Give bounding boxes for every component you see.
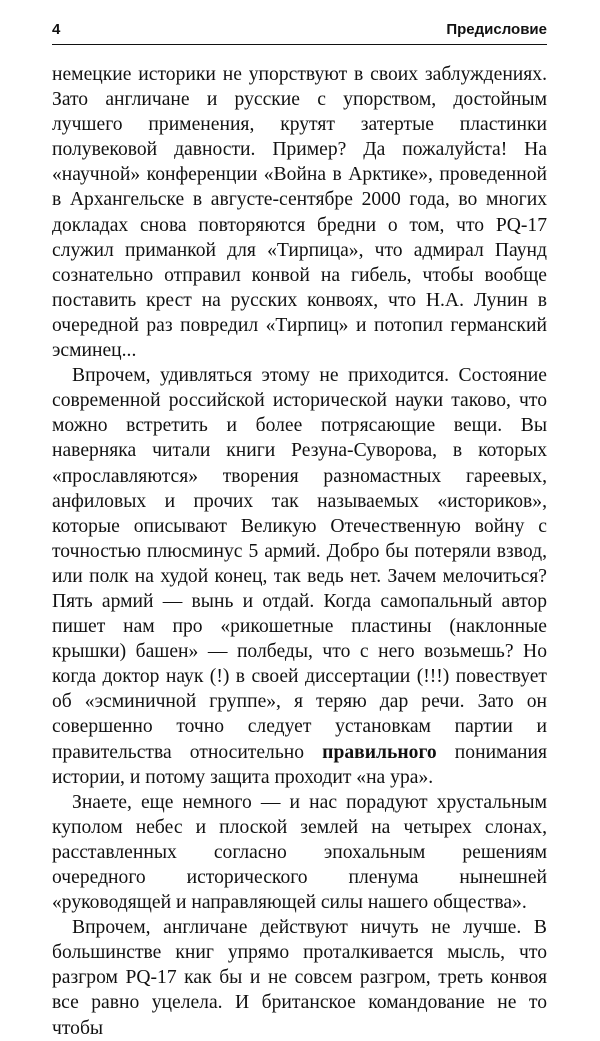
paragraph-text: понимания истории, и потому защита проходит «на ура». xyxy=(52,741,547,788)
page-number: 4 xyxy=(52,21,61,38)
paragraph-continued: немецкие историки не упорствуют в своих заблуждениях. Зато англичане и русские с упорством, достойным лучшего применения, крутят затертые пластинки полувековой давности. Пример? Да пожалуйста! На «научной» конференции «Война в Арктике», проведенной в Архангельске в августе-сентябре 2000 года, во многих докладах снова повторяются бредни о том, что PQ-17 служил приманкой для «Тирпица», что адмирал Паунд сознательно отправил конвой на гибель, чтобы вообще поставить крест на русских конвоях, что Н.А. Лунин в очередной раз повредил «Тирпиц» и потопил германский эсминец... xyxy=(52,64,547,362)
header-rule xyxy=(52,44,547,45)
running-head xyxy=(52,18,547,42)
section-title: Предисловие xyxy=(446,21,547,38)
paragraph-flat-earth: Знаете, еще немного — и нас порадуют хрустальным куполом небес и плоской землей на четырех слонах, расставленных согласно эпохальным решениям очередного исторического пленума нынешней «руководящей и направляющей силы нашего общества». xyxy=(52,791,547,914)
body-text xyxy=(52,62,547,1041)
paragraph-historiography xyxy=(52,363,547,790)
paragraph-british: Впрочем, англичане действуют ничуть не лучше. В большинстве книг упрямо проталкивается мысль, что разгром PQ-17 как бы и не совсем разгром, треть конвоя все равно уцелела. И британское командование не то чтобы xyxy=(52,917,547,1039)
bold-emphasis: правильного xyxy=(322,741,437,763)
paragraph-text: Впрочем, удивляться этому не приходится. Состояние современной российской исторической науки таково, что можно встретить и более потрясающие вещи. Вы наверняка читали книги Резуна-Суворова, в которых «прославляются» творения разномастных гареевых, анфиловых и прочих так называемых «историков», которые описывают Великую Отечественную войну с точностью плюсминус 5 армий. Добро бы потеряли взвод, или полк на худой конец, так ведь нет. Зачем мелочиться? Пять армий — вынь и отдай. Когда самопальный автор пишет нам про «рикошетные пластины (наклонные крышки) башен» — полбеды, что с него возьмешь? Но когда доктор наук (!) в своей диссертации (!!!) повествует об «эсминичной группе», я теряю дар речи. Зато он совершенно точно следует установкам партии и правительства относительно xyxy=(52,365,547,763)
